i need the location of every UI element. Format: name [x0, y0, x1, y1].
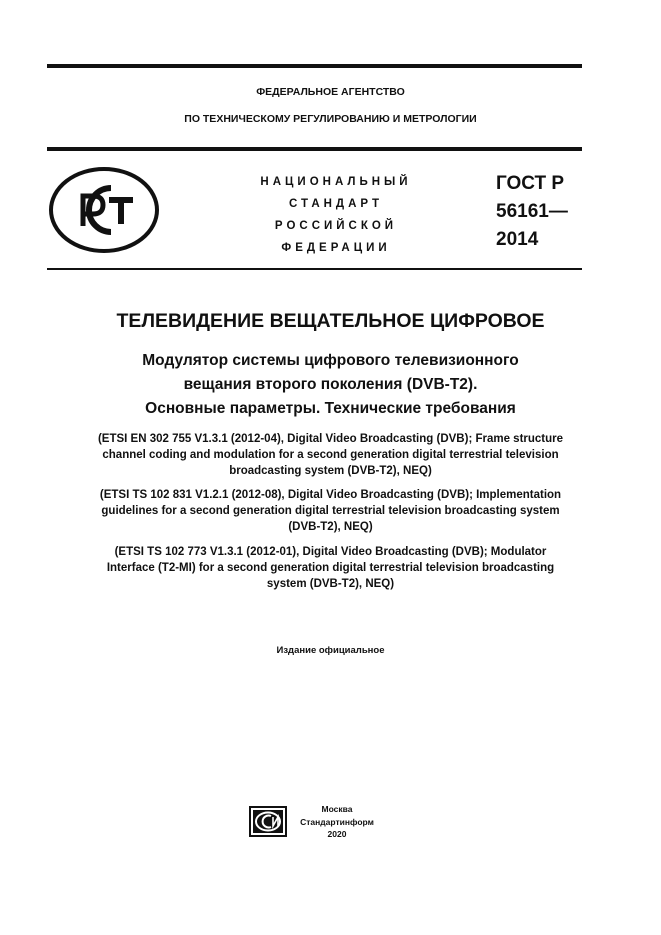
- designation-line-3: 2014: [496, 229, 539, 250]
- publisher-logo-icon: [249, 806, 287, 837]
- reference-line: broadcasting system (DVB-T2), NEQ): [229, 465, 432, 477]
- subtitle-line-2: вещания второго поколения (DVB-T2).: [183, 376, 478, 393]
- reference-1: [40, 431, 621, 479]
- publisher-name: Стандартинформ: [300, 816, 374, 827]
- reference-3: [40, 544, 621, 592]
- reference-2: [40, 487, 621, 535]
- reference-line: (ETSI TS 102 773 V1.3.1 (2012-01), Digital Video Broadcasting (DVB); Modulator: [114, 546, 547, 558]
- national-standard-block: [236, 171, 436, 259]
- standard-type-line-4: ФЕДЕРАЦИИ: [281, 242, 391, 254]
- publisher-block: [292, 803, 382, 841]
- reference-line: system (DVB-T2), NEQ): [266, 578, 395, 590]
- reference-line: guidelines for a second generation digital terrestrial television broadcasting system: [101, 505, 560, 517]
- designation-line-2: 56161—: [496, 201, 568, 222]
- standard-type-line-3: РОССИЙСКОЙ: [274, 220, 398, 232]
- reference-line: (ETSI EN 302 755 V1.3.1 (2012-04), Digital Video Broadcasting (DVB); Frame structure: [97, 433, 564, 445]
- reference-line: channel coding and modulation for a second generation digital terrestrial television: [102, 449, 559, 461]
- edition-label: Издание официальное: [276, 645, 385, 656]
- reference-line: (ETSI TS 102 831 V1.2.1 (2012-08), Digital Video Broadcasting (DVB); Implementation: [99, 489, 562, 501]
- designation-line-1: ГОСТ Р: [496, 173, 565, 194]
- subtitle-line-1: Модулятор системы цифрового телевизионного: [142, 352, 519, 369]
- reference-line: Interface (T2-MI) for a second generation digital terrestrial television broadcasting: [106, 562, 555, 574]
- subtitle-line-3: Основные параметры. Технические требования: [145, 400, 516, 417]
- standard-type-line-1: НАЦИОНАЛЬНЫЙ: [260, 176, 412, 188]
- agency-line-2: ПО ТЕХНИЧЕСКОМУ РЕГУЛИРОВАНИЮ И МЕТРОЛОГИИ: [184, 113, 477, 125]
- agency-line-1: ФЕДЕРАЛЬНОЕ АГЕНТСТВО: [256, 86, 405, 98]
- document-title: ТЕЛЕВИДЕНИЕ ВЕЩАТЕЛЬНОЕ ЦИФРОВОЕ: [116, 310, 545, 332]
- reference-line: (DVB-T2), NEQ): [288, 521, 373, 533]
- publisher-city: Москва: [321, 804, 353, 814]
- top-rule: [47, 64, 582, 68]
- thin-rule: [47, 268, 582, 270]
- publisher-year: 2020: [327, 829, 347, 839]
- standard-type-line-2: СТАНДАРТ: [289, 198, 383, 210]
- middle-rule: [47, 147, 582, 151]
- gost-r-logo-icon: [49, 166, 159, 254]
- standard-designation: [496, 170, 568, 254]
- document-subtitle: [40, 349, 621, 421]
